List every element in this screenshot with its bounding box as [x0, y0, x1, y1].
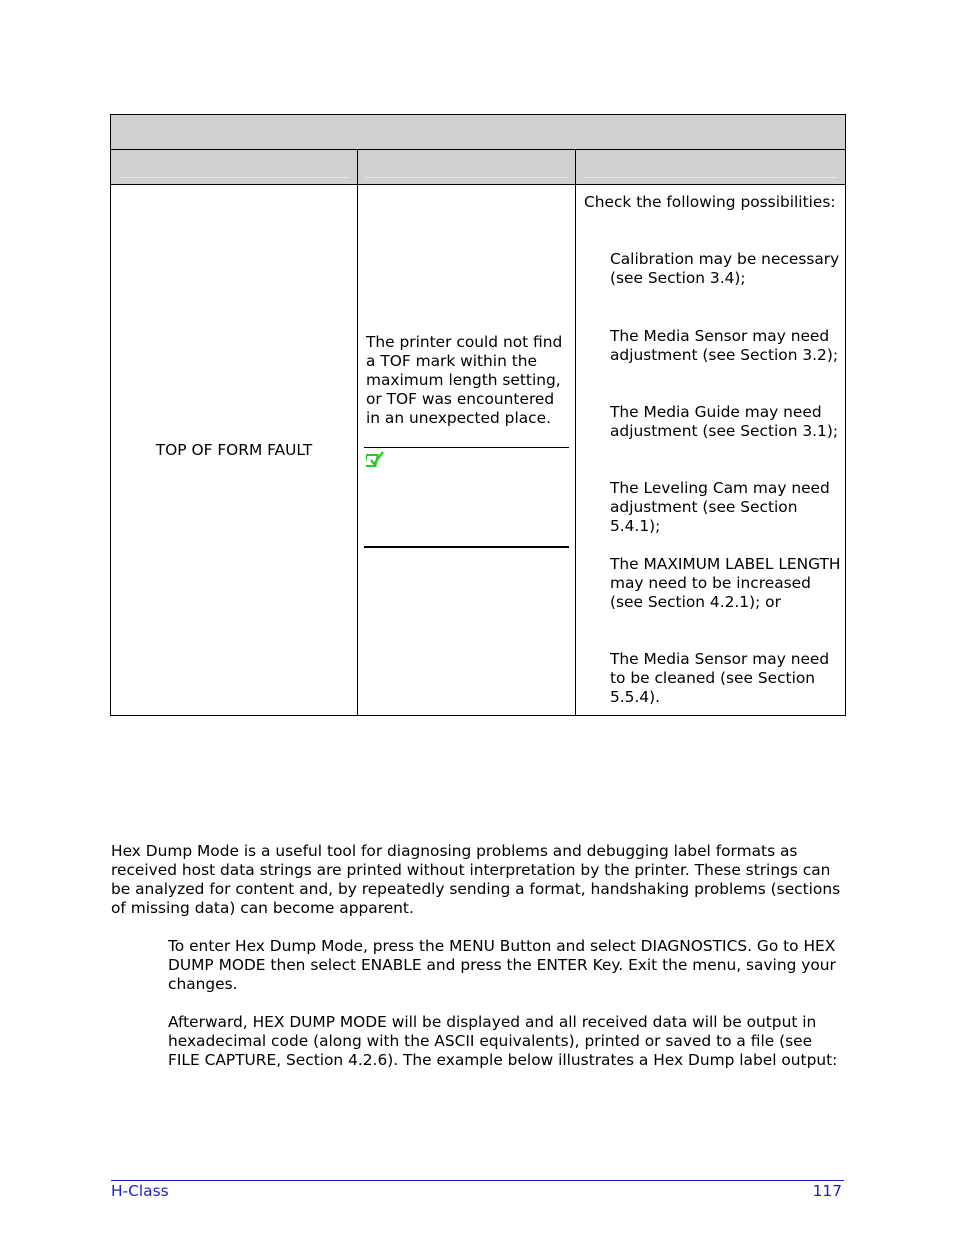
- footer-rule: [111, 1180, 844, 1181]
- page-number: 117: [812, 1182, 842, 1200]
- fault-name-cell: TOP OF FORM FAULT: [155, 441, 313, 459]
- remedy-item: The Leveling Cam may need adjustment (see Section 5.4.1);: [610, 479, 830, 535]
- remedy-item: Calibration may be necessary (see Section 3.4);: [610, 250, 840, 287]
- hex-dump-step-enter: To enter Hex Dump Mode, press the MENU Button and select DIAGNOSTICS. Go to HEX DUMP MODE then select ENABLE and press the ENTER Key. Exit the menu, saving your changes.: [168, 937, 836, 993]
- remedy-item: The Media Sensor may need adjustment (see Section 3.2);: [610, 327, 839, 364]
- footer-product-name: H-Class: [111, 1182, 169, 1200]
- remedy-item: The Media Guide may need adjustment (see Section 3.1);: [610, 403, 839, 440]
- hex-dump-intro: Hex Dump Mode is a useful tool for diagnosing problems and debugging label formats as received host data strings are printed without interpretation by the printer. These strings can be analyzed for content and, by repeatedly sending a format, handshaking problems (sections of missing data) can become apparent.: [111, 842, 841, 917]
- remedy-item: The Media Sensor may need to be cleaned (see Section 5.5.4).: [610, 650, 830, 706]
- cell-divider: [364, 447, 569, 448]
- remedy-intro: Check the following possibilities:: [584, 193, 836, 211]
- remedy-item: The MAXIMUM LABEL LENGTH may need to be increased (see Section 4.2.1); or: [610, 555, 841, 611]
- fault-cause-cell: The printer could not find a TOF mark within the maximum length setting, or TOF was encountered in an unexpected place.: [366, 333, 563, 427]
- hex-dump-step-output: Afterward, HEX DUMP MODE will be displayed and all received data will be output in hexadecimal code (along with the ASCII equivalents), printed or saved to a file (see FILE CAPTURE, Section 4.2.6). The example below illustrates a Hex Dump label output:: [168, 1013, 838, 1069]
- check-icon: [366, 449, 386, 469]
- cell-divider: [364, 546, 569, 548]
